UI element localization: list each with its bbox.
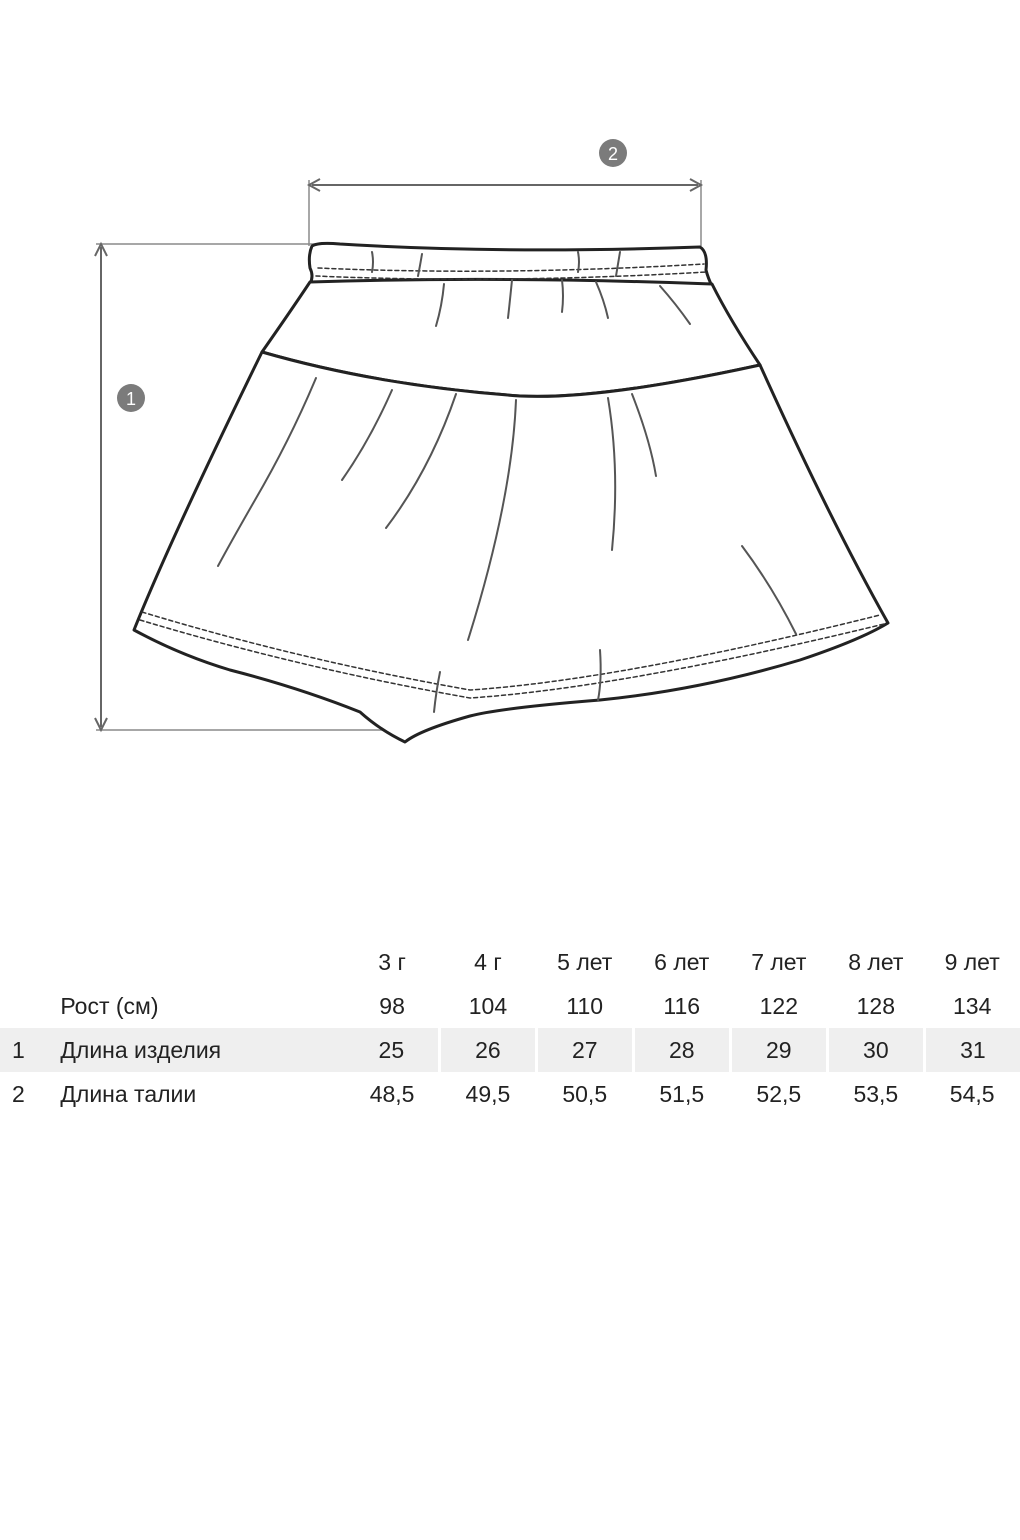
row-label: Рост (см) — [60, 992, 159, 1019]
table-cell: 134 — [952, 992, 992, 1019]
size-header: 7 лет — [751, 948, 807, 975]
header-empty-label — [60, 940, 344, 984]
table-cell: 48,5 — [369, 1080, 415, 1107]
table-cell: 52,5 — [756, 1080, 802, 1107]
table-cell: 104 — [468, 992, 508, 1019]
table-row-waist — [0, 1072, 1020, 1116]
marker-length — [117, 384, 145, 412]
table-cell: 50,5 — [562, 1080, 608, 1107]
row-label: Длина изделия — [60, 1028, 344, 1072]
waist-measurement — [309, 179, 701, 246]
table-cell: 116 — [663, 992, 701, 1019]
skirt-body-outline — [134, 352, 888, 742]
size-header: 5 лет — [557, 948, 613, 975]
table-cell: 30 — [827, 1028, 924, 1072]
size-table — [0, 940, 1020, 1116]
table-row-height — [0, 984, 1020, 1028]
header-empty-num — [0, 940, 60, 984]
table-cell: 98 — [379, 992, 405, 1019]
marker-length-label: 1 — [125, 389, 137, 409]
table-cell: 28 — [633, 1028, 730, 1072]
marker-waist — [599, 139, 627, 167]
size-header: 3 г — [378, 948, 406, 975]
size-header: 6 лет — [654, 948, 710, 975]
row-label: Длина талии — [60, 1080, 197, 1107]
row-number: 1 — [0, 1028, 60, 1072]
size-header-row — [0, 940, 1020, 984]
table-cell: 25 — [345, 1028, 440, 1072]
size-header: 9 лет — [944, 948, 1000, 975]
row-number — [0, 984, 60, 1028]
table-cell: 29 — [730, 1028, 827, 1072]
size-header: 4 г — [474, 948, 502, 975]
table-cell: 122 — [759, 992, 798, 1019]
table-cell: 54,5 — [949, 1080, 995, 1107]
table-cell: 128 — [856, 992, 896, 1019]
table-cell: 31 — [924, 1028, 1020, 1072]
table-cell: 53,5 — [853, 1080, 899, 1107]
row-number: 2 — [12, 1080, 25, 1107]
table-cell: 49,5 — [465, 1080, 511, 1107]
table-cell: 27 — [536, 1028, 633, 1072]
table-cell: 26 — [440, 1028, 537, 1072]
table-row-length — [0, 1028, 1020, 1072]
table-cell: 110 — [566, 992, 604, 1019]
size-header: 8 лет — [848, 948, 904, 975]
skirt-drawing — [134, 243, 888, 742]
marker-waist-label: 2 — [607, 144, 619, 164]
table-cell: 51,5 — [659, 1080, 705, 1107]
